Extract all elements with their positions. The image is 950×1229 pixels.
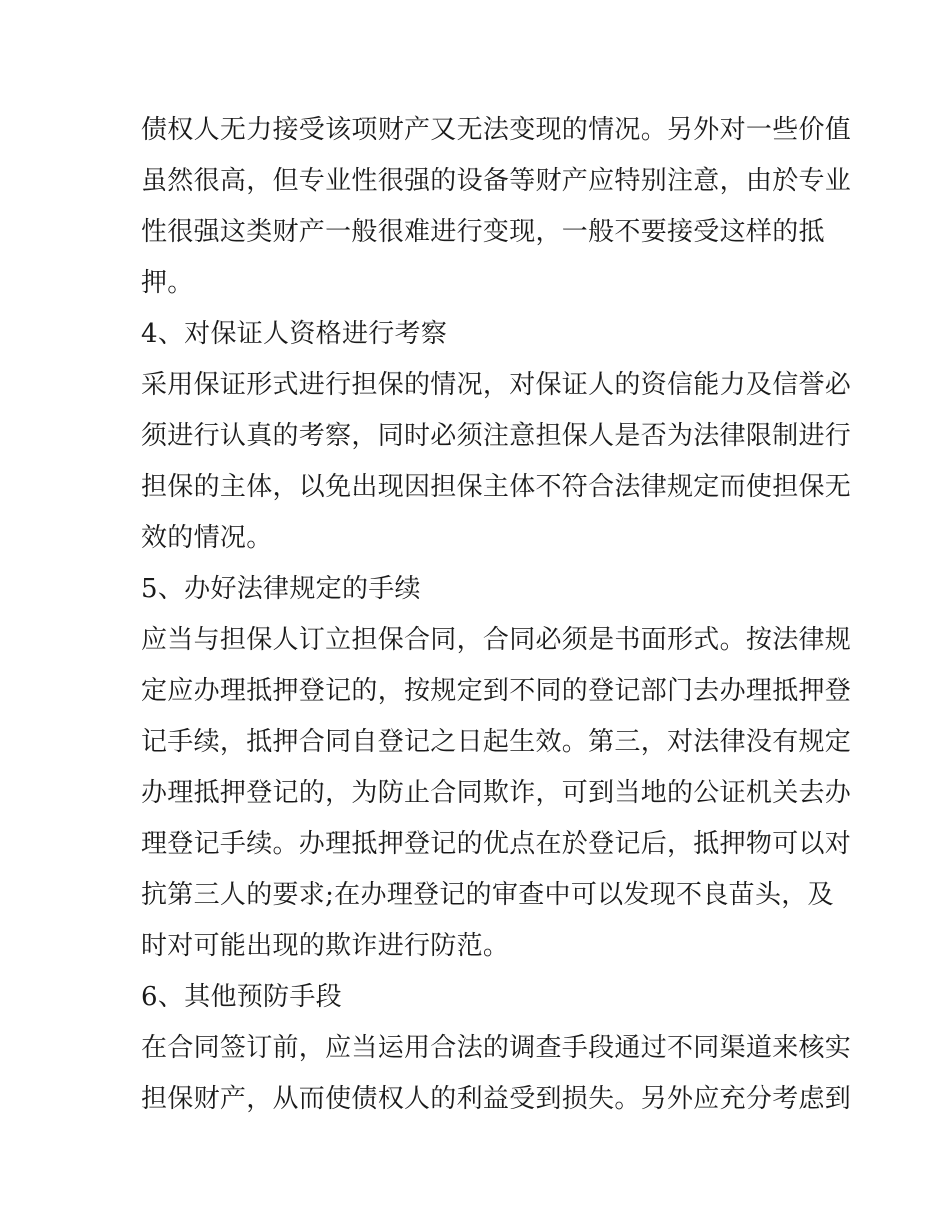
paragraph-line: 效的情况。: [141, 523, 273, 553]
paragraph-line: 时对可能出现的欺诈进行防范。: [141, 931, 510, 961]
section-heading-5: 5、办好法律规定的手续: [141, 574, 421, 604]
paragraph-line: 办理抵押登记的，为防止合同欺诈，可到当地的公证机关去办: [141, 778, 852, 808]
paragraph-line: 应当与担保人订立担保合同，合同必须是书面形式。按法律规: [141, 625, 852, 655]
section-heading-6: 6、其他预防手段: [141, 982, 342, 1012]
paragraph-line: 采用保证形式进行担保的情况，对保证人的资信能力及信誉必: [141, 370, 852, 400]
section-heading-4: 4、对保证人资格进行考察: [141, 319, 448, 349]
paragraph-line: 理登记手续。办理抵押登记的优点在於登记后，抵押物可以对: [141, 829, 852, 859]
paragraph-line: 抗第三人的要求;在办理登记的审查中可以发现不良苗头，及: [141, 880, 834, 910]
paragraph-line: 虽然很高，但专业性很强的设备等财产应特别注意，由於专业: [141, 166, 852, 196]
paragraph-line: 定应办理抵押登记的，按规定到不同的登记部门去办理抵押登: [141, 676, 852, 706]
paragraph-line: 债权人无力接受该项财产又无法变现的情况。另外对一些价值: [141, 115, 852, 145]
paragraph-line: 担保财产，从而使债权人的利益受到损失。另外应充分考虑到: [141, 1084, 852, 1114]
paragraph-line: 记手续，抵押合同自登记之日起生效。第三，对法律没有规定: [141, 727, 852, 757]
document-page: [141, 108, 852, 1128]
paragraph-line: 性很强这类财产一般很难进行变现，一般不要接受这样的抵: [141, 217, 825, 247]
paragraph-line: 须进行认真的考察，同时必须注意担保人是否为法律限制进行: [141, 421, 852, 451]
paragraph-line: 在合同签订前，应当运用合法的调查手段通过不同渠道来核实: [141, 1033, 852, 1063]
paragraph-line: 押。: [141, 268, 194, 298]
paragraph-line: 担保的主体，以免出现因担保主体不符合法律规定而使担保无: [141, 472, 852, 502]
